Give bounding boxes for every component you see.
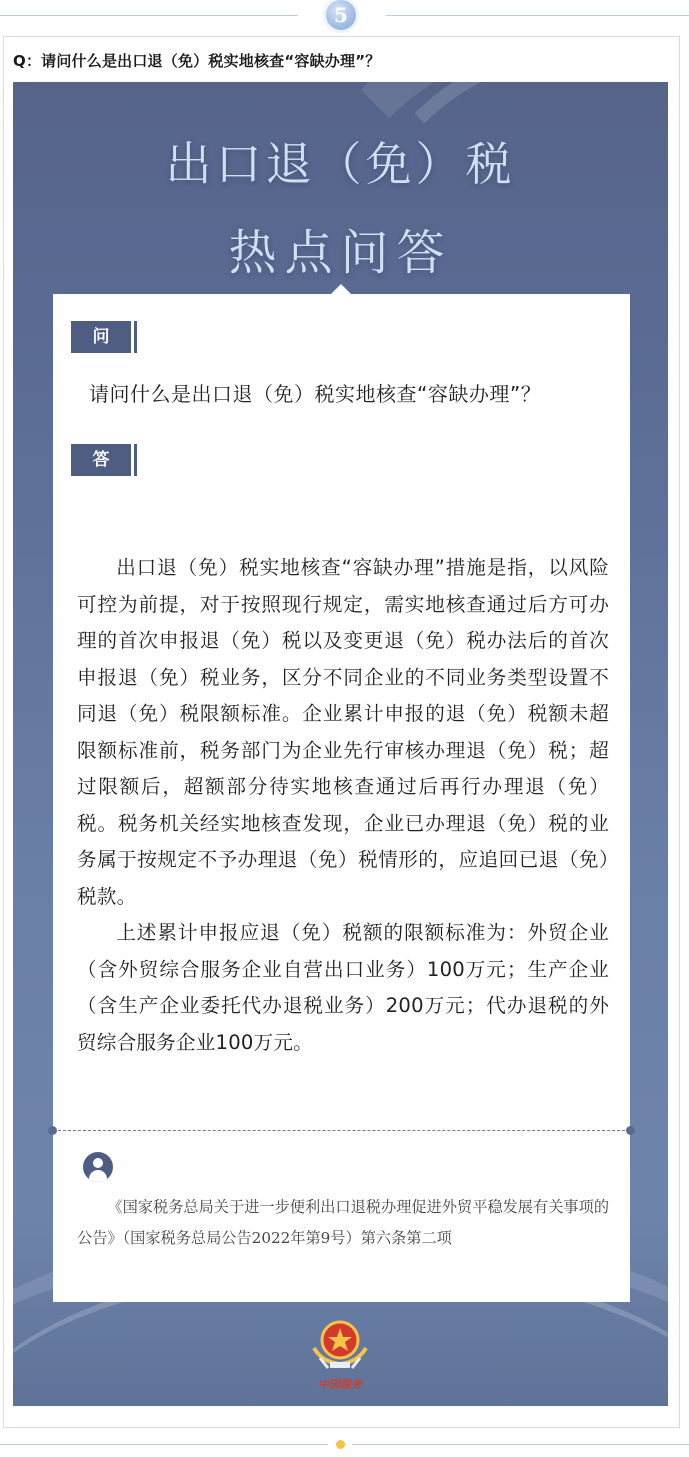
divider-dot-left (48, 1126, 57, 1135)
footer-dot (336, 1440, 345, 1449)
poster-title-line1: 出口退（免）税 (165, 137, 516, 191)
header-line-left (0, 15, 298, 16)
panel-notch (331, 284, 351, 294)
answer-body (77, 550, 609, 1061)
section-number-badge: 5 (326, 0, 356, 30)
header-line-right (386, 15, 689, 16)
question-tag: 问 (71, 321, 131, 353)
poster-title-line2: 热点问答 (228, 225, 453, 281)
question-text: 请问什么是出口退（免）税实地核查“容缺办理”？ (89, 382, 542, 406)
footer-decoration (0, 1436, 689, 1454)
dashed-divider (53, 1130, 630, 1131)
qa-poster (13, 82, 668, 1406)
qa-panel (53, 294, 630, 1302)
answer-tag: 答 (71, 444, 131, 476)
national-emblem-icon (308, 1318, 372, 1370)
section-header-decoration (0, 0, 689, 34)
divider-dot-right (626, 1126, 635, 1135)
answer-paragraph: 上述累计申报应退（免）税额的限额标准为：外贸企业（含外贸综合服务企业自营出口业务）100万元；生产企业（含生产企业委托代办退税业务）200万元；代办退税的外贸综合服务企业100万元。 (77, 921, 609, 1054)
footer-line-left (0, 1444, 328, 1445)
user-icon (83, 1152, 113, 1182)
source-citation: 《国家税务总局关于进一步便利出口退税办理促进外贸平稳发展有关事项的公告》（国家税务总局公告2022年第9号）第六条第二项 (77, 1198, 609, 1247)
answer-paragraph: 出口退（免）税实地核查“容缺办理”措施是指，以风险可控为前提，对于按照现行规定，需实地核查通过后方可办理的首次申报退（免）税以及变更退（免）税办法后的首次申报退（免）税业务，区分不同企业的不同业务类型设置不同退（免）税限额标准。企业累计申报的退（免）税额未超限额标准前，税务部门为企业先行审核办理退（免）税；超过限额后，超额部分待实地核查通过后再行办理退（免）税。税务机关经实地核查发现，企业已办理退（免）税的业务属于按规定不予办理退（免）税情形的，应追回已退（免）税款。 (77, 556, 609, 908)
emblem-caption: 中国税务 (318, 1378, 362, 1391)
question-heading: Q：请问什么是出口退（免）税实地核查“容缺办理”？ (13, 52, 381, 70)
footer-line-right (352, 1444, 689, 1445)
